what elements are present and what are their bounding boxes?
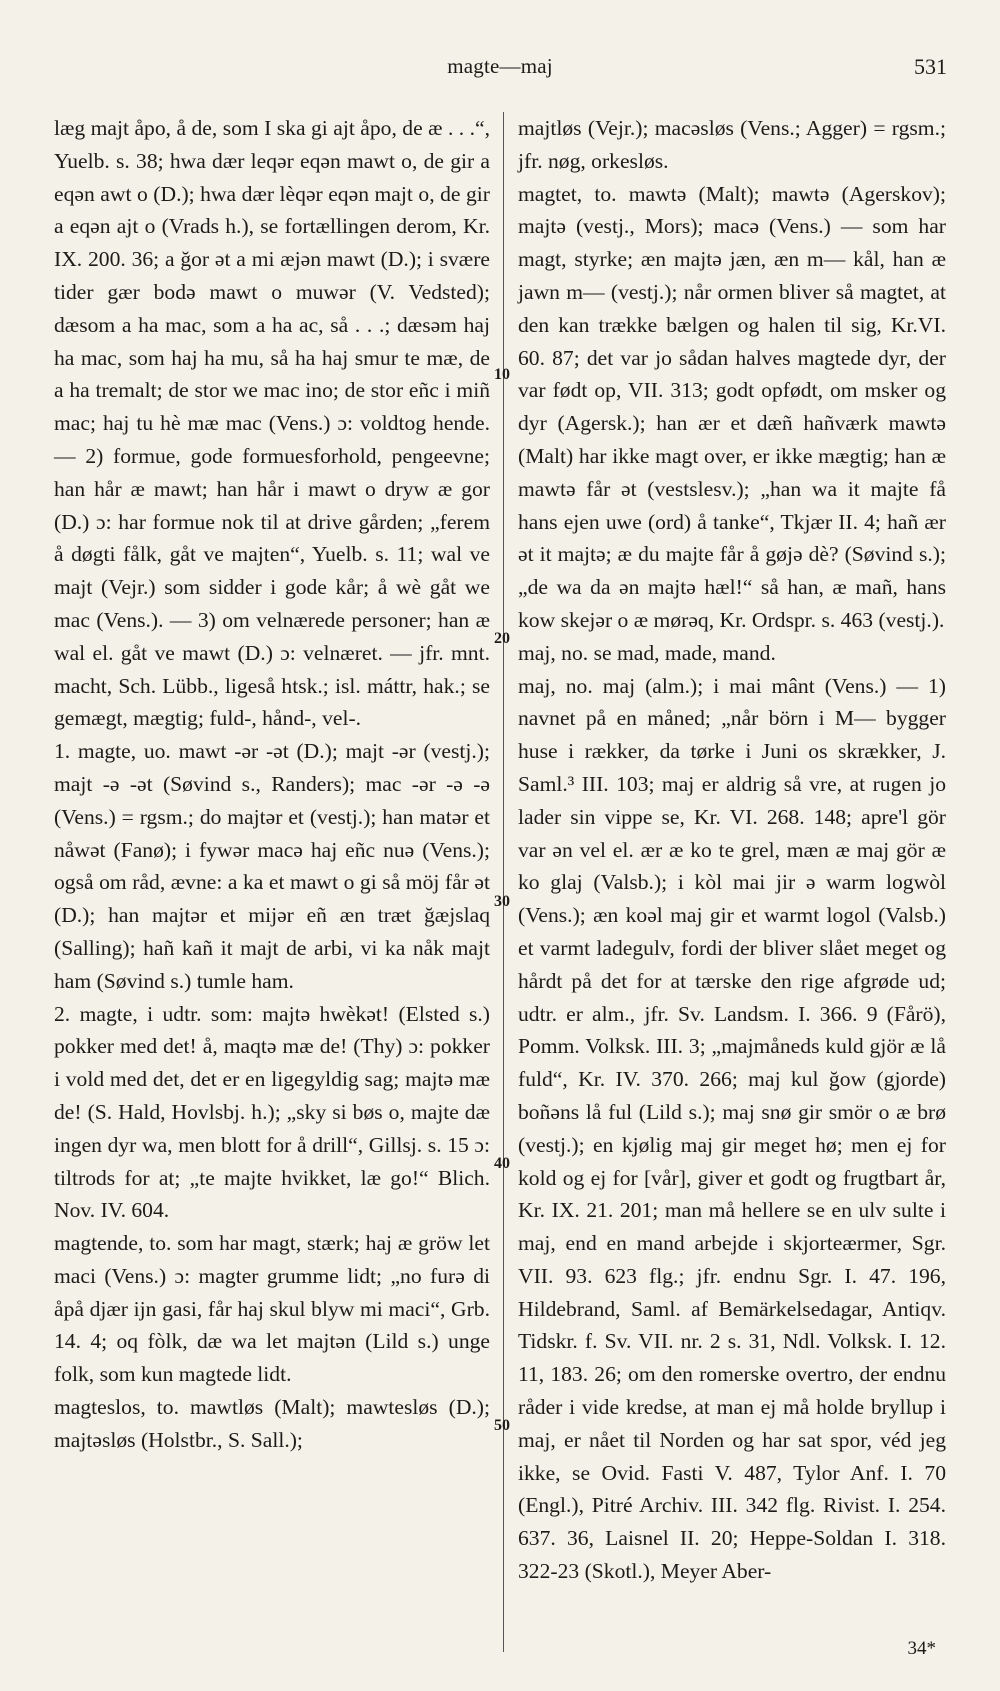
entry-2-magte: 2. magte, i udtr. som: majtə hwèkət! (Elsted s.) pokker med det! å, maqtə mæ de! (Thy) ɔ: pokker i vold med det, det er en ligegyldig sag; majtə mæ de! (S. Hald, Hovlsbj. h.); „sky si bøs o, majte dæ ingen dyr wa, men blott for å drill“, Gillsj. s. 15 ɔ: tiltrods for at; „te majte hvikket, læ go!“ Blich. Nov. IV. 604. [54,1001,490,1223]
entry-maj-reference: maj, no. se mad, made, mand. [518,640,776,665]
line-number-30: 30 [494,893,510,910]
entry-1-magte: 1. magte, uo. mawt -ər -ət (D.); majt -ər (vestj.); majt -ə -ət (Søvind s., Randers); mac -ər -ə -ə (Vens.) = rgsm.; do majtər et (vestj.); han matər et nåwət (Fanø); i fywər macə haj eñc nuə (Vens.); også om råd, ævne: a ka et mawt o gi så möj får ət (D.); han majtər et mijər eñ æn træt ğæjslaq (Salling); hañ kañ it majt de arbi, vi ka nåk majt ham (Søvind s.) tumle ham. [54,739,490,993]
line-number-20: 20 [494,630,510,647]
signature-mark: 34* [907,1638,936,1659]
line-number-40: 40 [494,1155,510,1172]
running-header [0,54,1000,90]
entry-magt-continuation: læg majt åpo, å de, som I ska gi ajt åpo, de æ . . .“, Yuelb. s. 38; hwa dær leqər eqən mawt o, de gir a eqən awt o (D.); hwa dær lèqər eqən majt o, de gir a eqən ajt o (Vrads h.), se fortællingen derom, Kr. IX. 200. 36; a ğor ət a mi æjən mawt (D.); i svære tider gær bodə mawt o muwər (V. Vedsted); dæsom a ha mac, som a ha ac, så . . .; dæsəm haj ha mac, som haj ha mu, så ha haj smur te mæ, de a ha tremalt; de stor we mac ino; de stor eñc i miñ mac; haj tu hè mæ mac (Vens.) ɔ: voldtog hende. — 2) formue, gode formuesforhold, pengeevne; han hår æ mawt; han hår i mawt o dryw æ gor (D.) ɔ: har formue nok til at drive gården; „ferem å døgti fålk, gåt ve majten“, Yuelb. s. 11; wal ve majt (Vejr.) som sidder i gode kår; å wè gåt we mac (Vens.). — 3) om velnærede personer; han æ wal el. gåt ve mawt (D.) ɔ: velnæret. — jfr. mnt. macht, Sch. Lübb., ligeså htsk.; isl. máttr, hak.; se gemægt, mægtig; fuld-, hånd-, vel-. [54,116,490,731]
left-column [54,112,490,1457]
line-number-10: 10 [494,366,510,383]
entry-maj-month: maj, no. maj (alm.); i mai mânt (Vens.) — 1) navnet på en måned; „når börn i M— bygger huse i rækker, da tørke i Juni os skrækker, J. Saml.³ III. 103; maj er aldrig så vre, at rugen jo lader sin vippe se, Kr. VI. 268. 148; apre'l gör var ən vel el. ær æ ko te grel, mæn æ maj gör æ ko glaj (Valsb.); i kòl mai jir ə warm logwòl (Vens.); æn koəl maj gir et warmt logol (Valsb.) et varmt ladegulv, fordi der bliver slået meget og hårdt på det for at tærske den rige afgrøde ud; udtr. er alm., jfr. Sv. Landsm. I. 366. 9 (Fårö), Pomm. Volksk. III. 3; „majmåneds kuld gjör æ lå fuld“, Kr. IV. 370. 266; maj kul ğow (gjorde) boñəns lå ful (Lild s.); maj snø gir smör o æ brø (vestj.); en kjølig maj gir meget hø; men ej for kold og ej for [vår], giver et godt og frugtbart år, Kr. IX. 21. 201; man må hellere se en ulv sulte i maj, end en mand arbejde i skjorteærmer, Sgr. VII. 93. 623 flg.; jfr. endnu Sgr. I. 47. 196, Hildebrand, Saml. af Bemärkelsedagar, Antiqv. Tidskr. f. Sv. VII. nr. 2 s. 31, Ndl. Volksk. I. 12. 11, 183. 26; om den romerske overtro, der endnu råder i vide kredse, at man ej må holde bryllup i maj, er nået til Norden og har sat spor, véd jeg ikke, se Ovid. Fasti V. 487, Tylor Anf. I. 70 (Engl.), Pitré Archiv. III. 342 flg. Rivist. I. 254. 637. 36, Laisnel II. 20; Heppe-Soldan I. 318. 322-23 (Skotl.), Meyer Aber- [518,673,946,1584]
page-number: 531 [914,54,947,79]
right-column [518,112,946,1588]
entry-magtende: magtende, to. som har magt, stærk; haj æ gröw let maci (Vens.) ɔ: magter grumme lidt; „no furə di åpå djær ijn gasi, får haj skul blyw mi maci“, Grb. 14. 4; oq fòlk, dæ wa let majtən (Lild s.) unge folk, som kun magtede lidt. [54,1231,490,1387]
entry-magteslos-continuation: majtløs (Vejr.); macəsløs (Vens.; Agger) = rgsm.; jfr. nøg, orkesløs. [518,116,946,173]
entry-magtet: magtet, to. mawtə (Malt); mawtə (Agerskov); majtə (vestj., Mors); macə (Vens.) — som har magt, styrke; æn majtə jæn, æn m— kål, han æ jawn m— (vestj.); når ormen bliver så magtet, at den kan trække bælgen og halen til sig, Kr.VI. 60. 87; det var jo sådan halves magtede dyr, der var født op, VII. 313; godt opfødt, om msker og dyr (Agersk.); han ær et dæñ hañværk mawtə (Malt) har ikke magt over, er ikke mægtig; han æ mawtə får ət (vestslesv.); „han wa it majte få hans ejen uwe (ord) å tanke“, Tkjær II. 4; hañ ær ət it majtə; æ du majte får å gøjə dè? (Søvind s.); „de wa da ən majtə hæl!“ så han, æ mañ, hans kow skejər o æ mørəq, Kr. Ordspr. s. 463 (vestj.). [518,181,946,632]
entry-magteslos: magteslos, to. mawtløs (Malt); mawtesløs (D.); majtəsløs (Holstbr., S. Sall.); [54,1395,490,1452]
line-number-50: 50 [494,1417,510,1434]
page-title: magte—maj [447,54,553,78]
